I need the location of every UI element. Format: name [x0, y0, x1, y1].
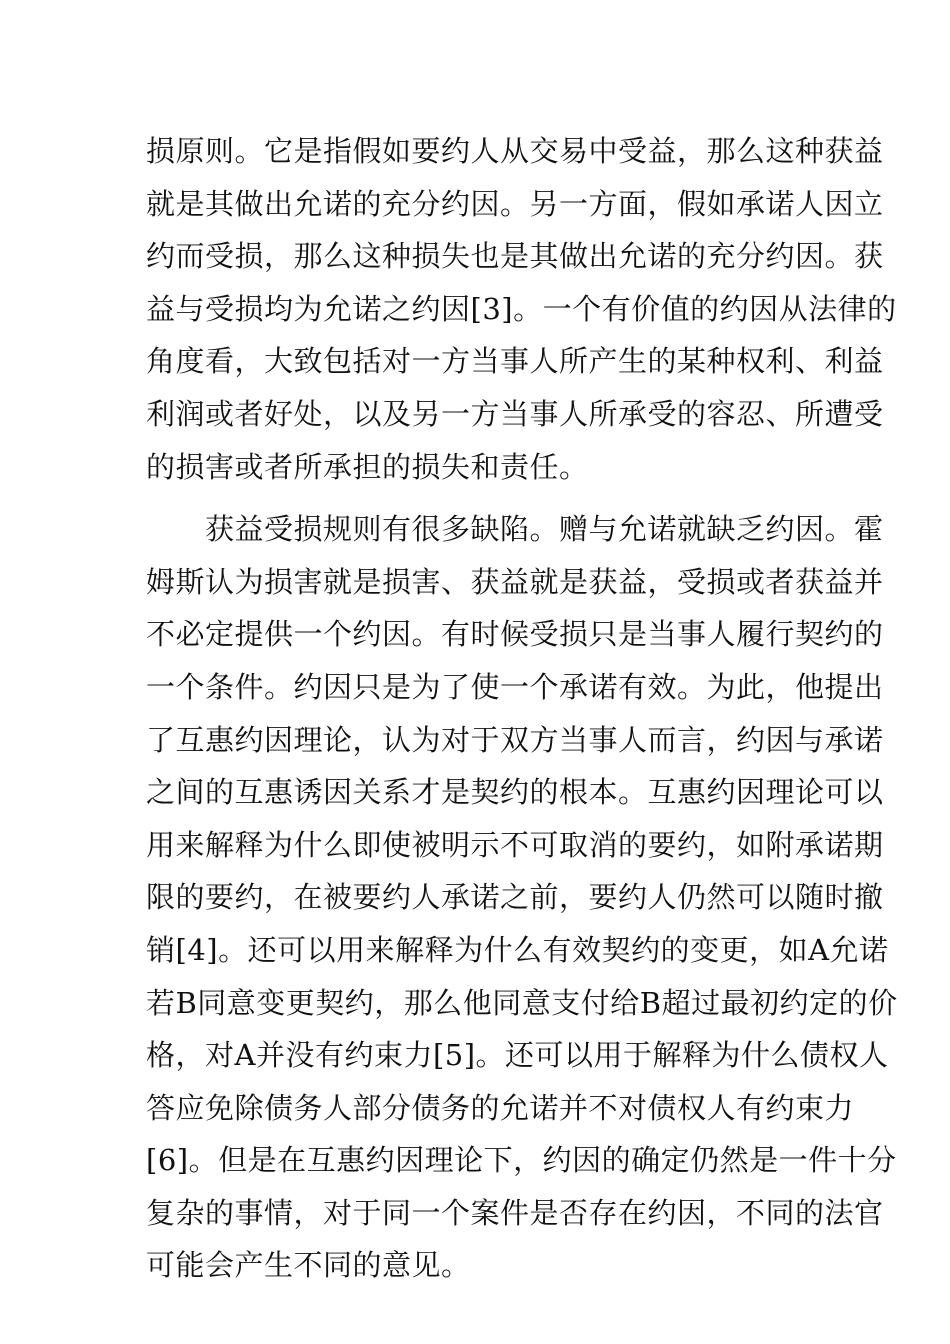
- text-line: 复杂的事情，对于同一个案件是否存在约因，不同的法官: [146, 1195, 884, 1230]
- text-line: 角度看，大致包括对一方当事人所产生的某种权利、利益: [146, 344, 884, 379]
- text-line: 获益受损规则有很多缺陷。赠与允诺就缺乏约因。霍: [146, 512, 884, 547]
- text-line: 利润或者好处，以及另一方当事人所承受的容忍、所遭受: [146, 396, 884, 431]
- paragraph-2: [146, 503, 898, 1292]
- text-line: 格，对A并没有约束力[5]。还可以用于解释为什么债权人: [146, 1038, 889, 1073]
- text-line: 之间的互惠诱因关系才是契约的根本。互惠约因理论可以: [146, 775, 884, 810]
- paragraph-gap: [146, 493, 806, 503]
- text-line: 的损害或者所承担的损失和责任。: [146, 449, 589, 484]
- text-line: 可能会产生不同的意见。: [146, 1248, 471, 1283]
- paragraph-1: [146, 125, 897, 493]
- text-line: 不必定提供一个约因。有时候受损只是当事人履行契约的: [146, 617, 884, 652]
- text-line: 了互惠约因理论，认为对于双方当事人而言，约因与承诺: [146, 722, 884, 757]
- body-text: [146, 125, 898, 1292]
- text-line: 约而受损，那么这种损失也是其做出允诺的充分约因。获: [146, 239, 884, 274]
- text-line: 用来解释为什么即使被明示不可取消的要约，如附承诺期: [146, 827, 884, 862]
- text-line: 一个条件。约因只是为了使一个承诺有效。为此，他提出: [146, 669, 884, 704]
- text-line: 就是其做出允诺的充分约因。另一方面，假如承诺人因立: [146, 186, 884, 221]
- text-line: 限的要约，在被要约人承诺之前，要约人仍然可以随时撤: [146, 880, 884, 915]
- text-line: 损原则。它是指假如要约人从交易中受益，那么这种获益: [146, 134, 884, 168]
- text-line: 益与受损均为允诺之约因[3]。一个有价值的约因从法律的: [146, 291, 897, 326]
- text-line: [6]。但是在互惠约因理论下，约因的确定仍然是一件十分: [146, 1143, 897, 1178]
- text-line: 销[4]。还可以用来解释为什么有效契约的变更，如A允诺: [146, 932, 889, 967]
- text-line: 答应免除债务人部分债务的允诺并不对债权人有约束力: [146, 1090, 855, 1125]
- text-line: 姆斯认为损害就是损害、获益就是获益，受损或者获益并: [146, 564, 884, 599]
- text-line: 若B同意变更契约，那么他同意支付给B超过最初约定的价: [146, 985, 898, 1020]
